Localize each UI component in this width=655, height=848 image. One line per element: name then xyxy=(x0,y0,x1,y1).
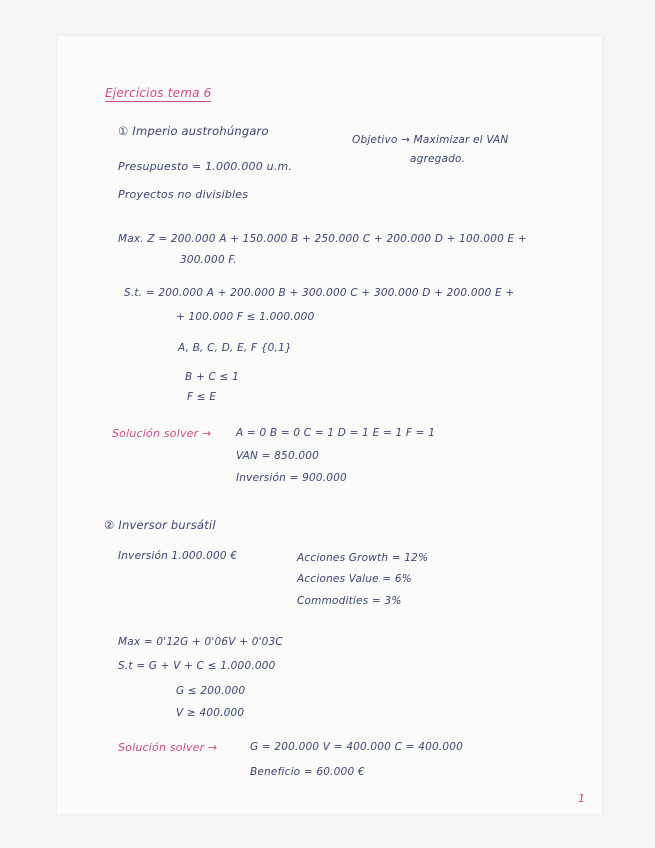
ex1-inversion: Inversión = 900.000 xyxy=(236,472,347,484)
ex2-heading: ② Inversor bursátil xyxy=(104,518,216,532)
ex2-solution-label: Solución solver → xyxy=(118,741,218,754)
ex2-value: Acciones Value = 6% xyxy=(297,573,412,585)
ex1-budget: Presupuesto = 1.000.000 u.m. xyxy=(118,160,293,173)
ex2-constraint-v: V ≥ 400.000 xyxy=(176,707,245,719)
ex1-constraint-binary: A, B, C, D, E, F {0,1} xyxy=(178,342,292,354)
ex2-beneficio: Beneficio = 60.000 € xyxy=(250,766,365,778)
page-title: Ejercicios tema 6 xyxy=(105,86,212,100)
ex1-constraint-bc: B + C ≤ 1 xyxy=(185,371,239,383)
ex1-objective-function-cont: 300.000 F. xyxy=(180,254,237,266)
ex1-objective-cont: agregado. xyxy=(410,153,466,165)
ex1-solution-values: A = 0 B = 0 C = 1 D = 1 E = 1 F = 1 xyxy=(236,427,436,439)
ex1-solution-label: Solución solver → xyxy=(112,427,212,440)
ex1-objective: Objetivo → Maximizar el VAN xyxy=(352,134,509,146)
ex1-constraint-budget: S.t. = 200.000 A + 200.000 B + 300.000 C + 300.000 D + 200.000 E + xyxy=(124,287,515,299)
ex2-growth: Acciones Growth = 12% xyxy=(297,552,429,564)
notebook-page xyxy=(57,36,602,814)
ex1-objective-function: Max. Z = 200.000 A + 150.000 B + 250.000 C + 200.000 D + 100.000 E + xyxy=(118,233,527,245)
ex1-constraint-fe: F ≤ E xyxy=(187,391,217,403)
ex1-constraint-budget-cont: + 100.000 F ≤ 1.000.000 xyxy=(176,311,315,323)
page-number: 1 xyxy=(578,792,586,805)
ex2-inversion: Inversión 1.000.000 € xyxy=(118,550,238,562)
ex1-van: VAN = 850.000 xyxy=(236,450,320,462)
ex2-solution-values: G = 200.000 V = 400.000 C = 400.000 xyxy=(250,741,464,753)
ex1-projects: Proyectos no divisibles xyxy=(118,188,249,201)
ex2-commodities: Commodities = 3% xyxy=(297,595,402,607)
ex1-heading: ① Imperio austrohúngaro xyxy=(118,124,269,138)
ex2-constraint-g: G ≤ 200.000 xyxy=(176,685,246,697)
ex2-constraint-total: S.t = G + V + C ≤ 1.000.000 xyxy=(118,660,276,672)
ex2-objective-function: Max = 0'12G + 0'06V + 0'03C xyxy=(118,636,283,648)
